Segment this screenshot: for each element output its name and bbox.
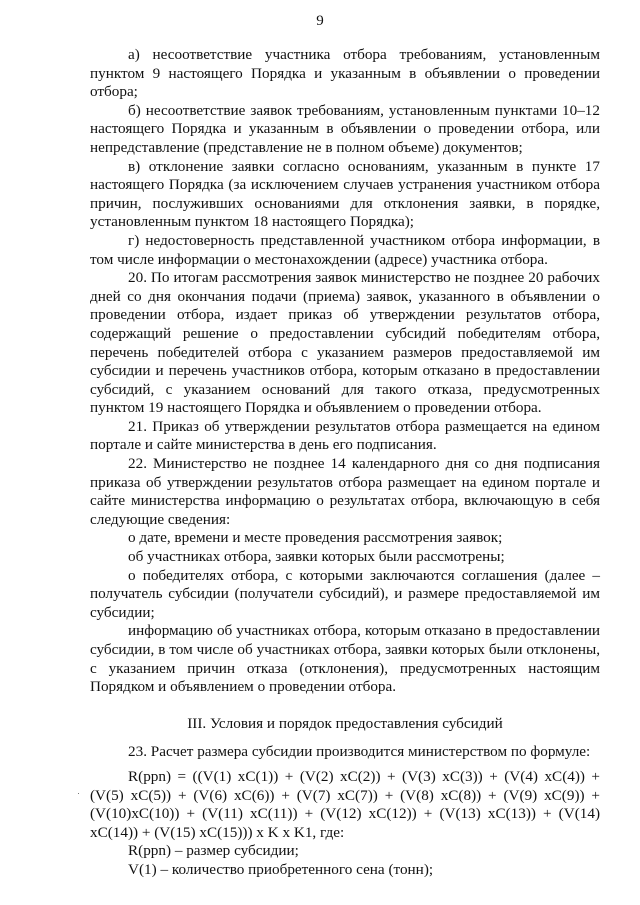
section-title: III. Условия и порядок предоставления субсидий <box>187 714 503 732</box>
paragraph-v: в) отклонение заявки согласно основаниям, указанным в пункте 17 настоящего Порядка (за исключением случаев устранения участником отбора причин, послуживших основаниями для отклонения заявки, в порядке, установленным пунктом 18 настоящего Порядка); <box>90 157 600 231</box>
subsidy-formula: R(ppn) = ((V(1) xC(1)) + (V(2) xC(2)) + (V(3) xC(3)) + (V(4) xC(4)) + (V(5) xC(5)) + (V(6) xC(6)) + (V(7) xC(7)) + (V(8) xC(8)) + (V(9) xC(9)) + (V(10)xC(10)) + (V(11) xC(11)) + (V(12) xC(12)) + (V(13) xC(13)) + (V(14) xC(14)) + (V(15) xC(15))) x K x K1, где: <box>90 767 600 841</box>
list-item-participants: об участниках отбора, заявки которых были рассмотрены; <box>128 548 505 566</box>
paragraph-b: б) несоответствие заявок требованиям, установленным пунктами 10–12 настоящего Порядка и указанным в объявлении о проведении отбора, или непредставление (представление не в полном объеме) документов; <box>90 101 600 156</box>
paragraph-21: 21. Приказ об утверждении результатов отбора размещается на едином портале и сайте министерства в день его подписания. <box>90 417 600 454</box>
list-item-date-place: о дате, времени и месте проведения рассмотрения заявок; <box>128 529 503 547</box>
document-body <box>90 46 600 880</box>
definition-v1: V(1) – количество приобретенного сена (тонн); <box>128 860 434 878</box>
paragraph-g: г) недостоверность представленной участником отбора информации, в том числе информации о местонахождении (адресе) участника отбора. <box>90 231 600 268</box>
definition-r: R(ppn) – размер субсидии; <box>128 842 299 860</box>
paragraph-22: 22. Министерство не позднее 14 календарного дня со дня подписания приказа об утверждении результатов отбора размещает на едином портале и сайте министерства информацию о результатах отбора, включающую в себя следующие сведения: <box>90 455 600 528</box>
paragraph-a: а) несоответствие участника отбора требованиям, установленным пунктом 9 настоящего Порядка и указанным в объявлении о проведении отбора; <box>90 46 600 101</box>
list-item-winners: о победителях отбора, с которыми заключаются соглашения (далее – получатель субсидии (получатели субсидий), и размере предоставляемой им субсидии; <box>90 566 600 621</box>
paragraph-23: 23. Расчет размера субсидии производится министерством по формуле: <box>128 743 591 761</box>
list-item-rejected: информацию об участниках отбора, которым отказано в предоставлении субсидии, в том числе об участниках отбора, заявки которых были отклонены, с указанием причин отказа (отклонения), предусмотренных настоящим Порядком и объявлением о проведении отбора. <box>90 622 600 696</box>
page-number: 9 <box>316 13 324 29</box>
scan-dot <box>78 793 79 794</box>
paragraph-20: 20. По итогам рассмотрения заявок министерство не позднее 20 рабочих дней со дня окончания подачи (приема) заявок, указанного в объявлении о проведении отбора, издает приказ об утверждении результатов отбора, содержащий решение о предоставлении субсидий победителям отбора, перечень победителей отбора с указанием размеров предоставляемой им субсидии и перечень участников отбора, которым отказано в предоставлении субсидий, с указанием оснований для такого отказа, предусмотренных пунктом 19 настоящего Порядка и объявлением о проведении отбора. <box>90 269 600 417</box>
